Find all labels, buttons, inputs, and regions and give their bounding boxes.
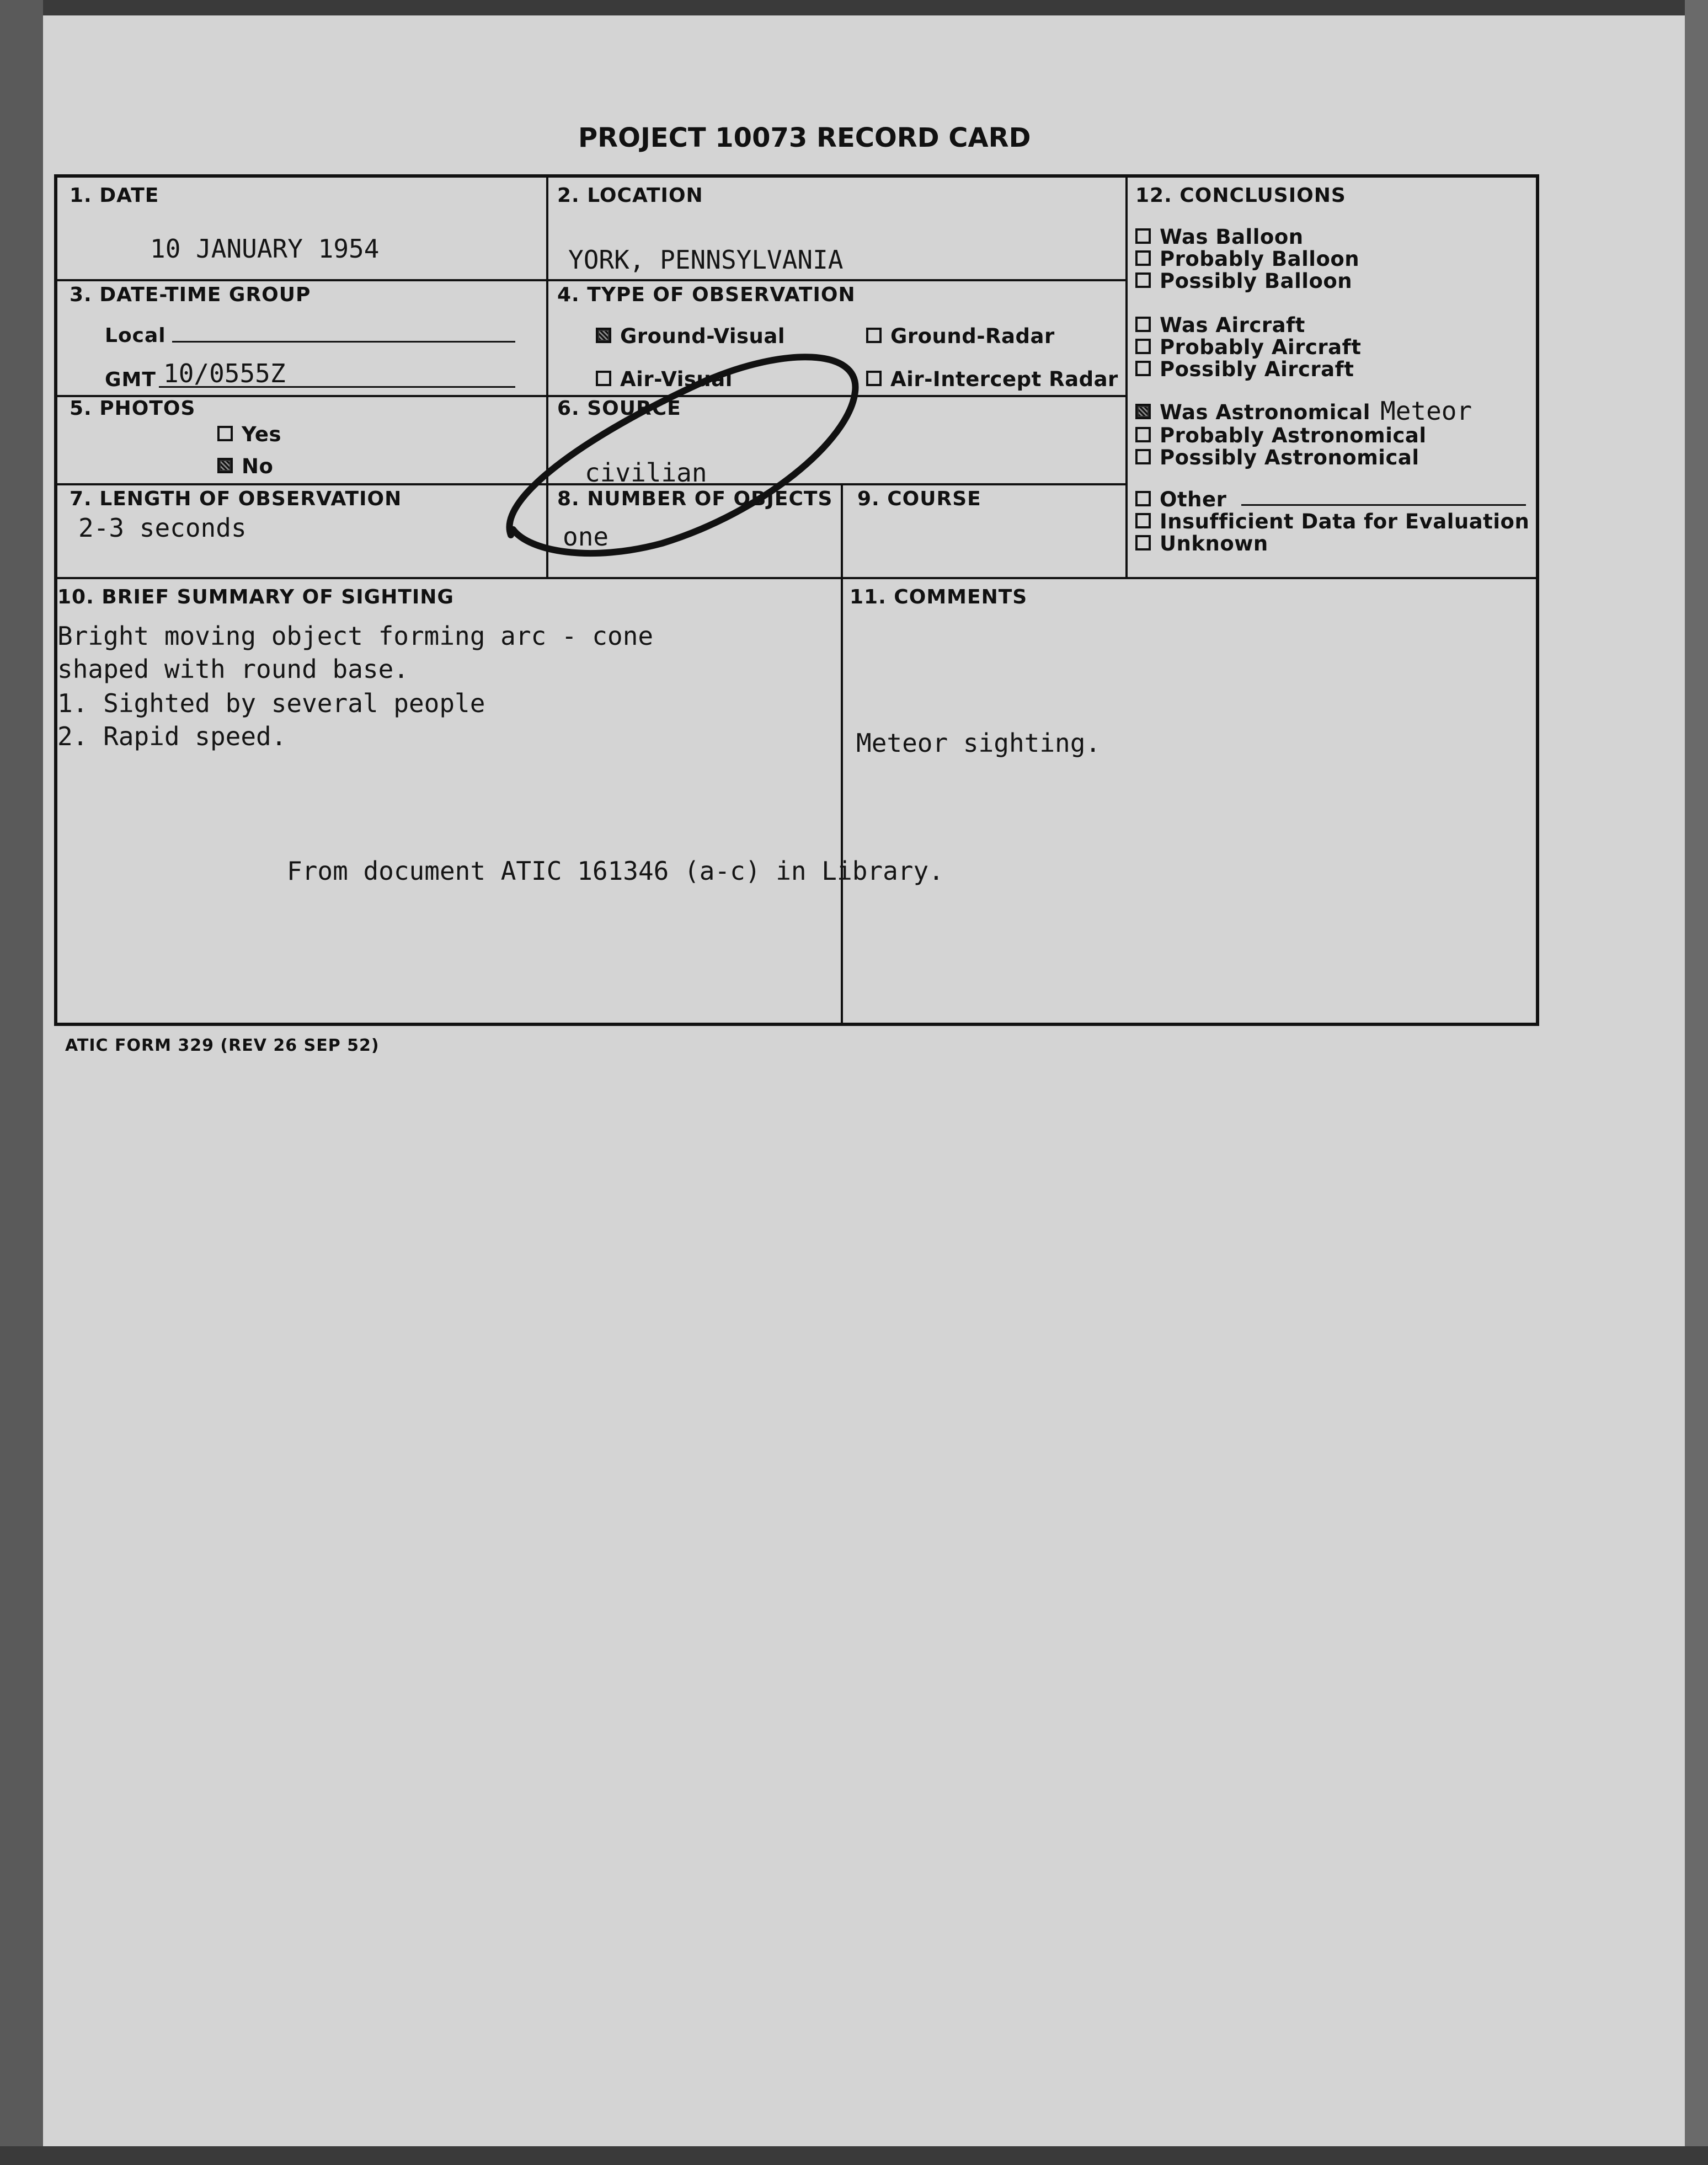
option-ground-radar: Ground-Radar (866, 324, 1055, 348)
scan-edge-right (1685, 0, 1708, 2165)
conclusion-possibly-aircraft: Possibly Aircraft (1135, 357, 1354, 381)
checkbox-icon (1135, 513, 1151, 528)
hand-drawn-circle (497, 331, 883, 563)
conclusion-insufficient-data: Insufficient Data for Evaluation (1135, 510, 1529, 533)
photos-yes: Yes (217, 423, 281, 446)
conclusion-probably-astronomical: Probably Astronomical (1135, 424, 1427, 447)
checkbox-icon (1135, 427, 1151, 442)
summary-line: Bright moving object forming arc - cone (57, 621, 654, 651)
conclusion-was-astronomical: Was Astronomical (1135, 400, 1370, 424)
source-label: 6. SOURCE (557, 397, 681, 420)
gmt-label: GMT (105, 368, 156, 391)
conclusion-was-balloon: Was Balloon (1135, 225, 1304, 249)
form-id: ATIC FORM 329 (REV 26 SEP 52) (65, 1036, 380, 1055)
checkbox-icon (1135, 449, 1151, 464)
photos-no: No (217, 455, 273, 478)
checkbox-icon (217, 426, 233, 441)
date-time-group-label: 3. DATE-TIME GROUP (70, 284, 311, 306)
checkbox-icon (1135, 535, 1151, 550)
checkbox-icon (1135, 250, 1151, 266)
summary-line: 2. Rapid speed. (57, 721, 287, 751)
checkbox-icon (1135, 272, 1151, 288)
option-ground-visual: Ground-Visual (596, 324, 785, 348)
checkbox-icon (1135, 339, 1151, 354)
scan-edge-bottom (0, 2146, 1708, 2165)
source-value: civilian (585, 458, 707, 488)
checkbox-icon (1135, 228, 1151, 244)
conclusion-was-aircraft: Was Aircraft (1135, 313, 1305, 337)
checked-box-icon (1135, 404, 1151, 419)
local-label: Local (105, 324, 166, 347)
type-of-observation-label: 4. TYPE OF OBSERVATION (557, 284, 856, 306)
photos-label: 5. PHOTOS (70, 397, 196, 420)
gmt-value: 10/0555Z (163, 359, 286, 388)
checkbox-icon (1135, 317, 1151, 332)
checked-box-icon (217, 458, 233, 473)
course-label: 9. COURSE (857, 488, 981, 510)
summary-label: 10. BRIEF SUMMARY OF SIGHTING (57, 586, 454, 608)
checkbox-icon (1135, 491, 1151, 506)
length-of-observation-label: 7. LENGTH OF OBSERVATION (70, 488, 402, 510)
length-of-observation-value: 2-3 seconds (78, 513, 247, 543)
number-of-objects-value: one (563, 522, 609, 552)
option-air-visual: Air-Visual (596, 367, 733, 391)
date-label: 1. DATE (70, 184, 159, 207)
location-label: 2. LOCATION (557, 184, 703, 207)
scan-edge-top (0, 0, 1708, 15)
conclusion-probably-aircraft: Probably Aircraft (1135, 335, 1361, 359)
conclusion-possibly-balloon: Possibly Balloon (1135, 269, 1352, 293)
conclusion-other: Other (1135, 488, 1226, 511)
checkbox-icon (1135, 361, 1151, 376)
summary-line: 1. Sighted by several people (57, 688, 485, 718)
scan-edge-left (0, 0, 43, 2165)
meteor-annotation: Meteor (1380, 396, 1472, 426)
date-value: 10 JANUARY 1954 (150, 234, 380, 264)
comments-label: 11. COMMENTS (850, 586, 1028, 608)
comments-value: Meteor sighting. (856, 728, 1101, 758)
location-value: YORK, PENNSYLVANIA (568, 245, 844, 275)
conclusions-label: 12. CONCLUSIONS (1135, 184, 1346, 207)
conclusion-possibly-astronomical: Possibly Astronomical (1135, 446, 1419, 469)
number-of-objects-label: 8. NUMBER OF OBJECTS (557, 488, 833, 510)
conclusion-unknown: Unknown (1135, 532, 1268, 555)
option-air-intercept-radar: Air-Intercept Radar (866, 367, 1118, 391)
summary-line: shaped with round base. (57, 654, 409, 684)
conclusion-probably-balloon: Probably Balloon (1135, 247, 1359, 271)
card-title: PROJECT 10073 RECORD CARD (578, 122, 1031, 153)
reference-note: From document ATIC 161346 (a-c) in Library. (287, 856, 944, 886)
